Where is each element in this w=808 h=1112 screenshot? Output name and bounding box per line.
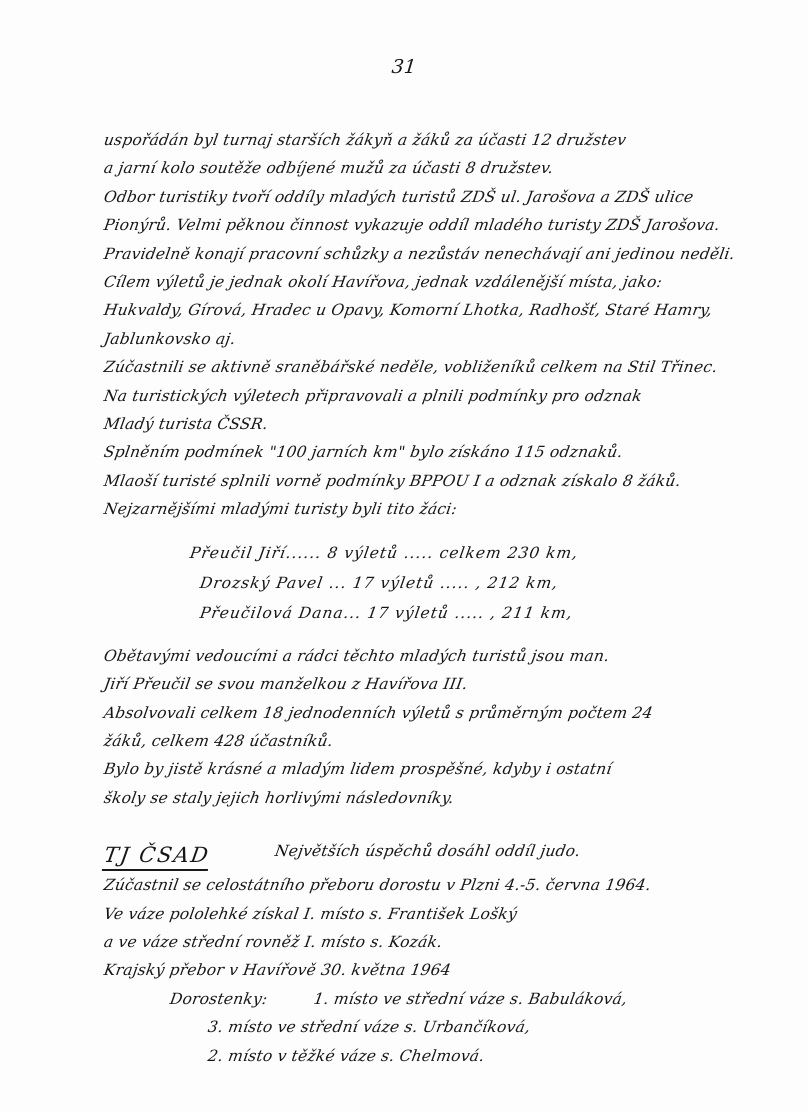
section-heading-row xyxy=(104,842,716,871)
text-line: Absolvovali celkem 18 jednodenních výletů s průměrným počtem 24 xyxy=(102,703,655,722)
text-line: školy se staly jejich horlivými následovníky. xyxy=(102,788,456,807)
text-line: Nejzarnějšími mladými turisty byli tito žáci: xyxy=(102,500,459,519)
text-line: žáků, celkem 428 účastníků. xyxy=(102,731,335,750)
text-line: Pravidelně konají pracovní schůzky a nezůstáv nenechávají ani jedinou neděli. xyxy=(102,244,737,263)
result-row: Přeučil Jiří...... 8 výletů ..... celkem 230 km, xyxy=(188,543,580,562)
text-line: Pionýrů. Velmi pěknou činnost vykazuje oddíl mladého turisty ZDŠ Jarošova. xyxy=(102,216,722,235)
text-line: Zúčastnili se aktivně sraněbářské neděle, vobliženíků celkem na Stil Třinec. xyxy=(102,358,719,377)
text-line: Jablunkovsko aj. xyxy=(102,329,238,348)
text-line: Hukvaldy, Gírová, Hradec u Opavy, Komorní Lhotka, Radhošť, Staré Hamry, xyxy=(102,301,714,320)
text-line: a ve váze střední rovněž I. místo s. Kozák. xyxy=(102,932,444,951)
text-line: Mlaoší turisté splnili vorně podmínky BPPOU I a odznak získalo 8 žáků. xyxy=(102,471,683,490)
section-tj-csad xyxy=(104,842,716,1070)
text-line: Bylo by jistě krásné a mladým lidem prospěšné, kdyby i ostatní xyxy=(102,760,614,779)
results-list xyxy=(104,538,716,628)
text-line: Splněním podmínek "100 jarních km" bylo získáno 115 odznaků. xyxy=(102,443,625,462)
page-number: 31 xyxy=(390,56,418,78)
text-line: Mladý turista ČSSR. xyxy=(102,415,270,434)
achievement-row: 2. místo v těžké váze s. Chelmová. xyxy=(206,1046,486,1065)
spacer xyxy=(104,628,716,642)
section-heading: TJ ČSAD xyxy=(102,843,212,871)
section-heading-note: Největších úspěchů dosáhl oddíl judo. xyxy=(273,842,582,861)
paragraph-block-1 xyxy=(104,126,716,183)
achievements-label xyxy=(102,985,718,1013)
text-line: Ve váze pololehké získal I. místo s. František Lošký xyxy=(102,904,519,923)
text-line: uspořádán byl turnaj starších žákyň a žáků za účasti 12 družstev xyxy=(102,131,628,149)
text-line: Zúčastnil se celostátního přeboru dorostu v Plzni 4.-5. června 1964. xyxy=(102,876,653,895)
spacer xyxy=(104,524,716,538)
paragraph-block-2 xyxy=(102,183,737,524)
achievement-row: 1. místo ve střední váze s. Babuláková, xyxy=(312,989,629,1008)
text-line: a jarní kolo soutěže odbíjené mužů za účasti 8 družstev. xyxy=(102,159,555,178)
text-line: Obětavými vedoucími a rádci těchto mladých turistů jsou man. xyxy=(102,646,611,665)
result-row: Drozský Pavel ... 17 výletů ..... , 212 km, xyxy=(198,573,560,592)
paragraph-block-3 xyxy=(104,642,716,812)
result-row: Přeučilová Dana... 17 výletů ..... , 211 km, xyxy=(198,603,575,622)
achievements-label-text: Dorostenky: xyxy=(168,989,269,1008)
text-line: Krajský přebor v Havířově 30. května 1964 xyxy=(102,961,453,980)
document-body xyxy=(102,126,737,1070)
text-line: Odbor turistiky tvoří oddíly mladých turistů ZDŠ ul. Jarošova a ZDŠ ulice xyxy=(102,187,695,206)
text-line: Jiří Přeučil se svou manželkou z Havířova III. xyxy=(102,675,470,694)
text-line: Cílem výletů je jednak okolí Havířova, jednak vzdálenější místa, jako: xyxy=(102,273,664,292)
achievement-row: 3. místo ve střední váze s. Urbančíková, xyxy=(206,1018,532,1037)
text-line: Na turistických výletech připravovali a plnili podmínky pro odznak xyxy=(102,386,644,405)
spacer xyxy=(104,812,716,842)
